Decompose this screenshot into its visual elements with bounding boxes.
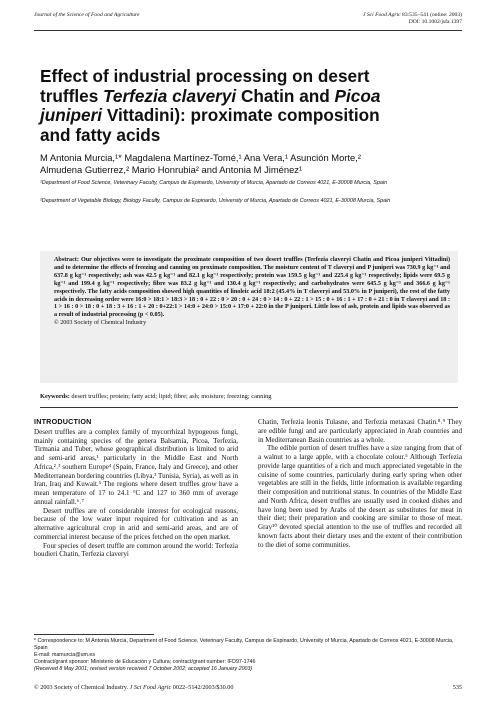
title-species-1: Terfezia claveryi — [103, 85, 237, 106]
intro-paragraph-3: Four species of desert truffle are common around the world: Terfezia boudieri Chatin, Terfezia claveryi — [34, 541, 238, 559]
correspondence: * Correspondence to: M Antonia Murcia, Department of Food Science, Veterinary Faculty, Campus de Espinardo, University of Murcia, Apartado de Correos 4021, E-30008 Murcia, Spain — [34, 638, 454, 651]
keywords — [40, 393, 460, 401]
email: E-mail: mamurcia@um.es — [34, 652, 96, 658]
abstract-copyright: © 2003 Society of Chemical Industry — [54, 320, 147, 327]
author-list — [40, 152, 460, 176]
citation-journal: J Sci Food Agric — [362, 12, 401, 18]
title-species-2a: Picoa — [334, 85, 381, 106]
citation-volume: 83:535–541 (online: 2003) — [400, 12, 462, 18]
affiliation-2: ²Department of Vegetable Biology, Biology Faculty, Campus de Espinardo, University of Murcia, Apartado de Correos 4021, E-30008 Murcia, Spain — [40, 198, 391, 204]
title-text: Chatin and — [236, 85, 335, 106]
intro-paragraph-4: The edible portion of desert truffles have a size ranging from that of a walnut to a large apple, with a chocolate colour.⁵ Although Terfezia provide large quantities of a rich and much appreciated vegetable in the cuisine of some countries, particularly during early spring when other vegetables are still in the fields, little information is available regarding their composition and nutritional status. In countries of the Middle East and North Africa, desert truffles are usually used in cooked dishes and have long been used by Arabs of the desert as substitutes for meat in their diet; their preparation and cooking are similar to those of meat. Gray¹⁰ devoted special attention to the use of truffles and recorded all known facts about their dietary uses and the extent of their contribution to the diet of some communities. — [258, 444, 462, 549]
bottom-citation — [34, 684, 233, 692]
citation-line — [363, 12, 462, 19]
column-right — [258, 418, 462, 549]
title-text: Vittadini): proximate composition — [102, 105, 380, 126]
bottom-issn: 0022–5142/2003/$30.00 — [171, 684, 234, 691]
affiliation-1: ¹Department of Food Science, Veterinary Faculty, Campus de Espinardo, University of Murcia, Apartado de Correos 4021, E-30008 Murcia, Spain — [40, 180, 388, 186]
footnote — [34, 638, 464, 673]
bottom-journal: J Sci Food Agric — [128, 684, 172, 691]
title-line-3 — [40, 106, 460, 126]
page-number: 535 — [452, 684, 462, 691]
citation-block — [363, 12, 462, 26]
title-species-2b: juniperi — [40, 105, 103, 126]
keywords-label: Keywords: — [40, 393, 70, 400]
author-line-2: Almudena Gutierrez,² Mario Honrubia² and Antonia M Jiménez¹ — [40, 164, 303, 175]
header-rule — [34, 30, 462, 31]
journal-name: Journal of the Science of Food and Agriculture — [34, 12, 140, 18]
article-title — [40, 67, 460, 145]
doi: DOI: 10.1002/jsfa.1397 — [408, 19, 462, 25]
abstract-label: Abstract: — [54, 257, 79, 263]
abstract-text: Our objectives were to investigate the proximate composition of two desert truffles (Terfezia claveryi Chatin and Picoa juniperi Vittadini) and to determine the effects of freezing and canning on proximate composition. The moisture content of T claveryi and P juniperi was 730.9 g kg⁻¹ and 637.8 g kg⁻¹ respectively; ash was 42.5 g kg⁻¹ and 82.1 g kg⁻¹ respectively; protein was 159.5 g kg⁻¹ and 225.4 g kg⁻¹ respectively; lipids were 69.5 g kg⁻¹ and 199.4 g kg⁻¹ respectively; fibre was 83.2 g kg⁻¹ and 130.4 g kg⁻¹ respectively; and carbohydrates were 645.5 g kg⁻¹ and 366.6 g kg⁻¹ respectively. The fatty acids composition showed high quantities of linoleic acid 18:2 (45.4% in T claveryi and 53.0% in P juniperi), the rest of the fatty acids in decreasing order were 16:0 > 18:1 > 18:3 > 18 : 0 + 22 : 0 > 20 : 0 + 24 : 0 > 14 : 0 + 22 : 1 > 15 : 0 + 16 : 1 + 17 : 0 + 21 : 0 in T claveryi and 18 : 1 > 16 : 0 > 18 : 0 + 18 : 3 + 16 : 1 + 20 : 0+22:1 > 14:0 + 24:0 > 15:0 + 17:0 + 22:0 in the P juniperi. Little loss of ash, protein and lipids was observed as a result of industrial processing (p < 0.05). — [54, 257, 450, 319]
intro-paragraph-3-cont: Chatin, Terfezia leonis Tulasne, and Terfezia metaxasi Chatin.⁸˒⁹ They are edible fungi and are particularly appreciated in Arab countries and in Mediterranean Basin countries as a whole. — [258, 418, 462, 444]
keywords-text: desert truffles; protein; fatty acid; lipid; fibre; ash; moisture; freezing; canning — [69, 393, 272, 400]
title-line-1: Effect of industrial processing on desert — [40, 66, 370, 86]
keywords-rule — [40, 407, 458, 408]
intro-paragraph-1: Desert truffles are a complex family of mycorrhizal hypogeous fungi, mainly containing species of the genera Balsamia, Picoa, Terfezia, Tirmania and Tuber, whose geographical distribution is limited to arid and semi-arid areas,¹ particularly in the Middle East and North Africa,²˒³ southern Europe⁴ (Spain, France, Italy and Greece), and other Mediterranean bordering countries (Libya,³ Tunisia, Syria), as well as in Iran, Iraq and Kuwait.⁵ The regions where desert truffles grow have a mean temperature of 17 to 24.1 °C and 127 to 360 mm of average annual rainfall.⁶˒⁷ — [34, 427, 238, 506]
intro-paragraph-2: Desert truffles are of considerable interest for ecological reasons, because of the low water input required for cultivation and as an alternative agricultural crop in arid and semi-arid areas, and are of commercial interest because of the prices fetched on the open market. — [34, 506, 238, 541]
section-heading: INTRODUCTION — [34, 417, 92, 426]
title-line-2 — [40, 87, 460, 107]
author-line-1: M Antonia Murcia,¹* Magdalena Martínez-Tomé,¹ Ana Vera,¹ Asunción Morte,² — [40, 152, 361, 163]
title-text: truffles — [40, 85, 104, 106]
grant-sponsor: Contract/grant sponsor: Ministerio de Educación y Cultura; contract/grant number: IFD97-1746 — [34, 659, 256, 665]
column-left — [34, 418, 238, 559]
footnote-rule — [34, 634, 154, 635]
bottom-copyright: © 2003 Society of Chemical Industry. — [34, 684, 129, 691]
title-line-4: and fatty acids — [40, 124, 161, 145]
abstract-box — [40, 251, 458, 383]
received-dates: (Received 8 May 2001; revised version received 7 October 2002; accepted 16 January 2003) — [34, 666, 253, 672]
